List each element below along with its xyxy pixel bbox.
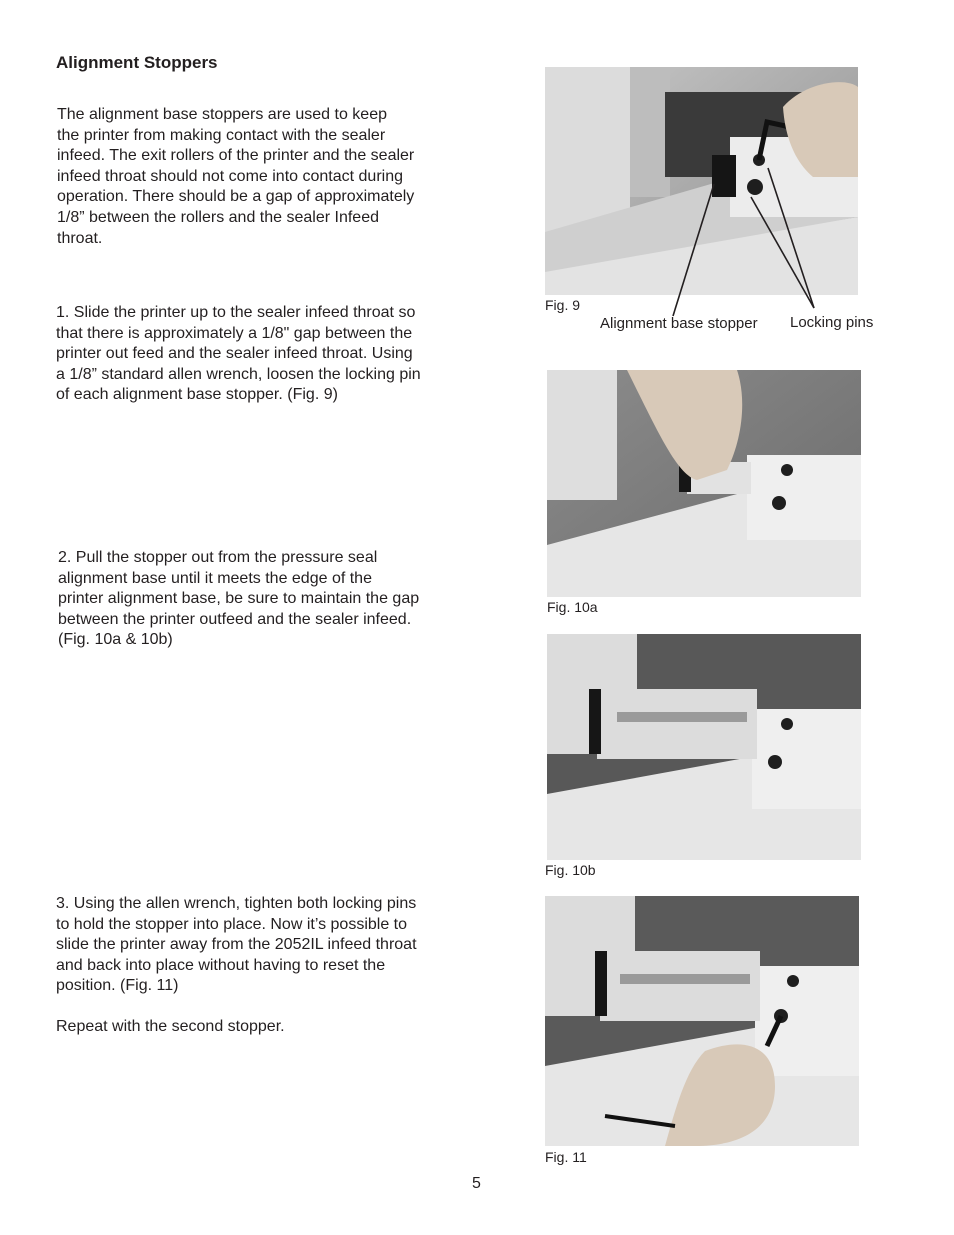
text-line: position. (Fig. 11) — [56, 977, 179, 995]
text-line: infeed throat should not come into contact during — [57, 167, 403, 185]
text-line: alignment base until it meets the edge of the — [58, 569, 372, 587]
alignment-base-stopper-callout: Alignment base stopper — [600, 315, 758, 332]
text-line: of each alignment base stopper. (Fig. 9) — [56, 386, 338, 404]
page-number: 5 — [472, 1175, 481, 1192]
text-line: slide the printer away from the 2052IL infeed throat — [56, 936, 417, 954]
fig-10b-caption: Fig. 10b — [545, 862, 596, 878]
fig-11-caption: Fig. 11 — [545, 1149, 587, 1165]
text-line: between the printer outfeed and the sealer infeed. — [58, 610, 412, 628]
locking-pins-callout: Locking pins — [790, 314, 874, 331]
section-heading: Alignment Stoppers — [56, 53, 218, 72]
text-line: printer alignment base, be sure to maintain the gap — [58, 590, 420, 608]
text-line: operation. There should be a gap of approximately — [57, 188, 415, 206]
fig-9-caption: Fig. 9 — [545, 297, 581, 313]
text-line: The alignment base stoppers are used to keep — [57, 106, 387, 123]
text-line: the printer from making contact with the sealer — [57, 126, 386, 144]
text-line: and back into place without having to reset the — [56, 956, 386, 974]
text-line: infeed. The exit rollers of the printer and the sealer — [57, 147, 415, 165]
text-line: 1/8” between the rollers and the sealer Infeed — [57, 208, 379, 226]
text-line: 2. Pull the stopper out from the pressure seal — [58, 549, 378, 566]
text-line: 3. Using the allen wrench, tighten both locking pins — [56, 895, 417, 912]
fig-10b-photo — [547, 634, 861, 860]
text-line: printer out feed and the sealer infeed throat. Using — [56, 345, 413, 363]
text-line: to hold the stopper into place. Now it’s possible to — [56, 915, 408, 933]
text-line: (Fig. 10a & 10b) — [58, 631, 173, 649]
text-line: throat. — [57, 229, 103, 247]
fig-11-photo — [545, 896, 859, 1146]
fig-10a-photo — [547, 370, 861, 597]
text-line: Repeat with the second stopper. — [56, 1018, 285, 1035]
text-line: that there is approximately a 1/8" gap between the — [56, 324, 413, 342]
fig-10a-caption: Fig. 10a — [547, 599, 598, 615]
text-line: a 1/8” standard allen wrench, loosen the locking pin — [56, 365, 421, 383]
text-line: 1. Slide the printer up to the sealer infeed throat so — [56, 304, 416, 321]
